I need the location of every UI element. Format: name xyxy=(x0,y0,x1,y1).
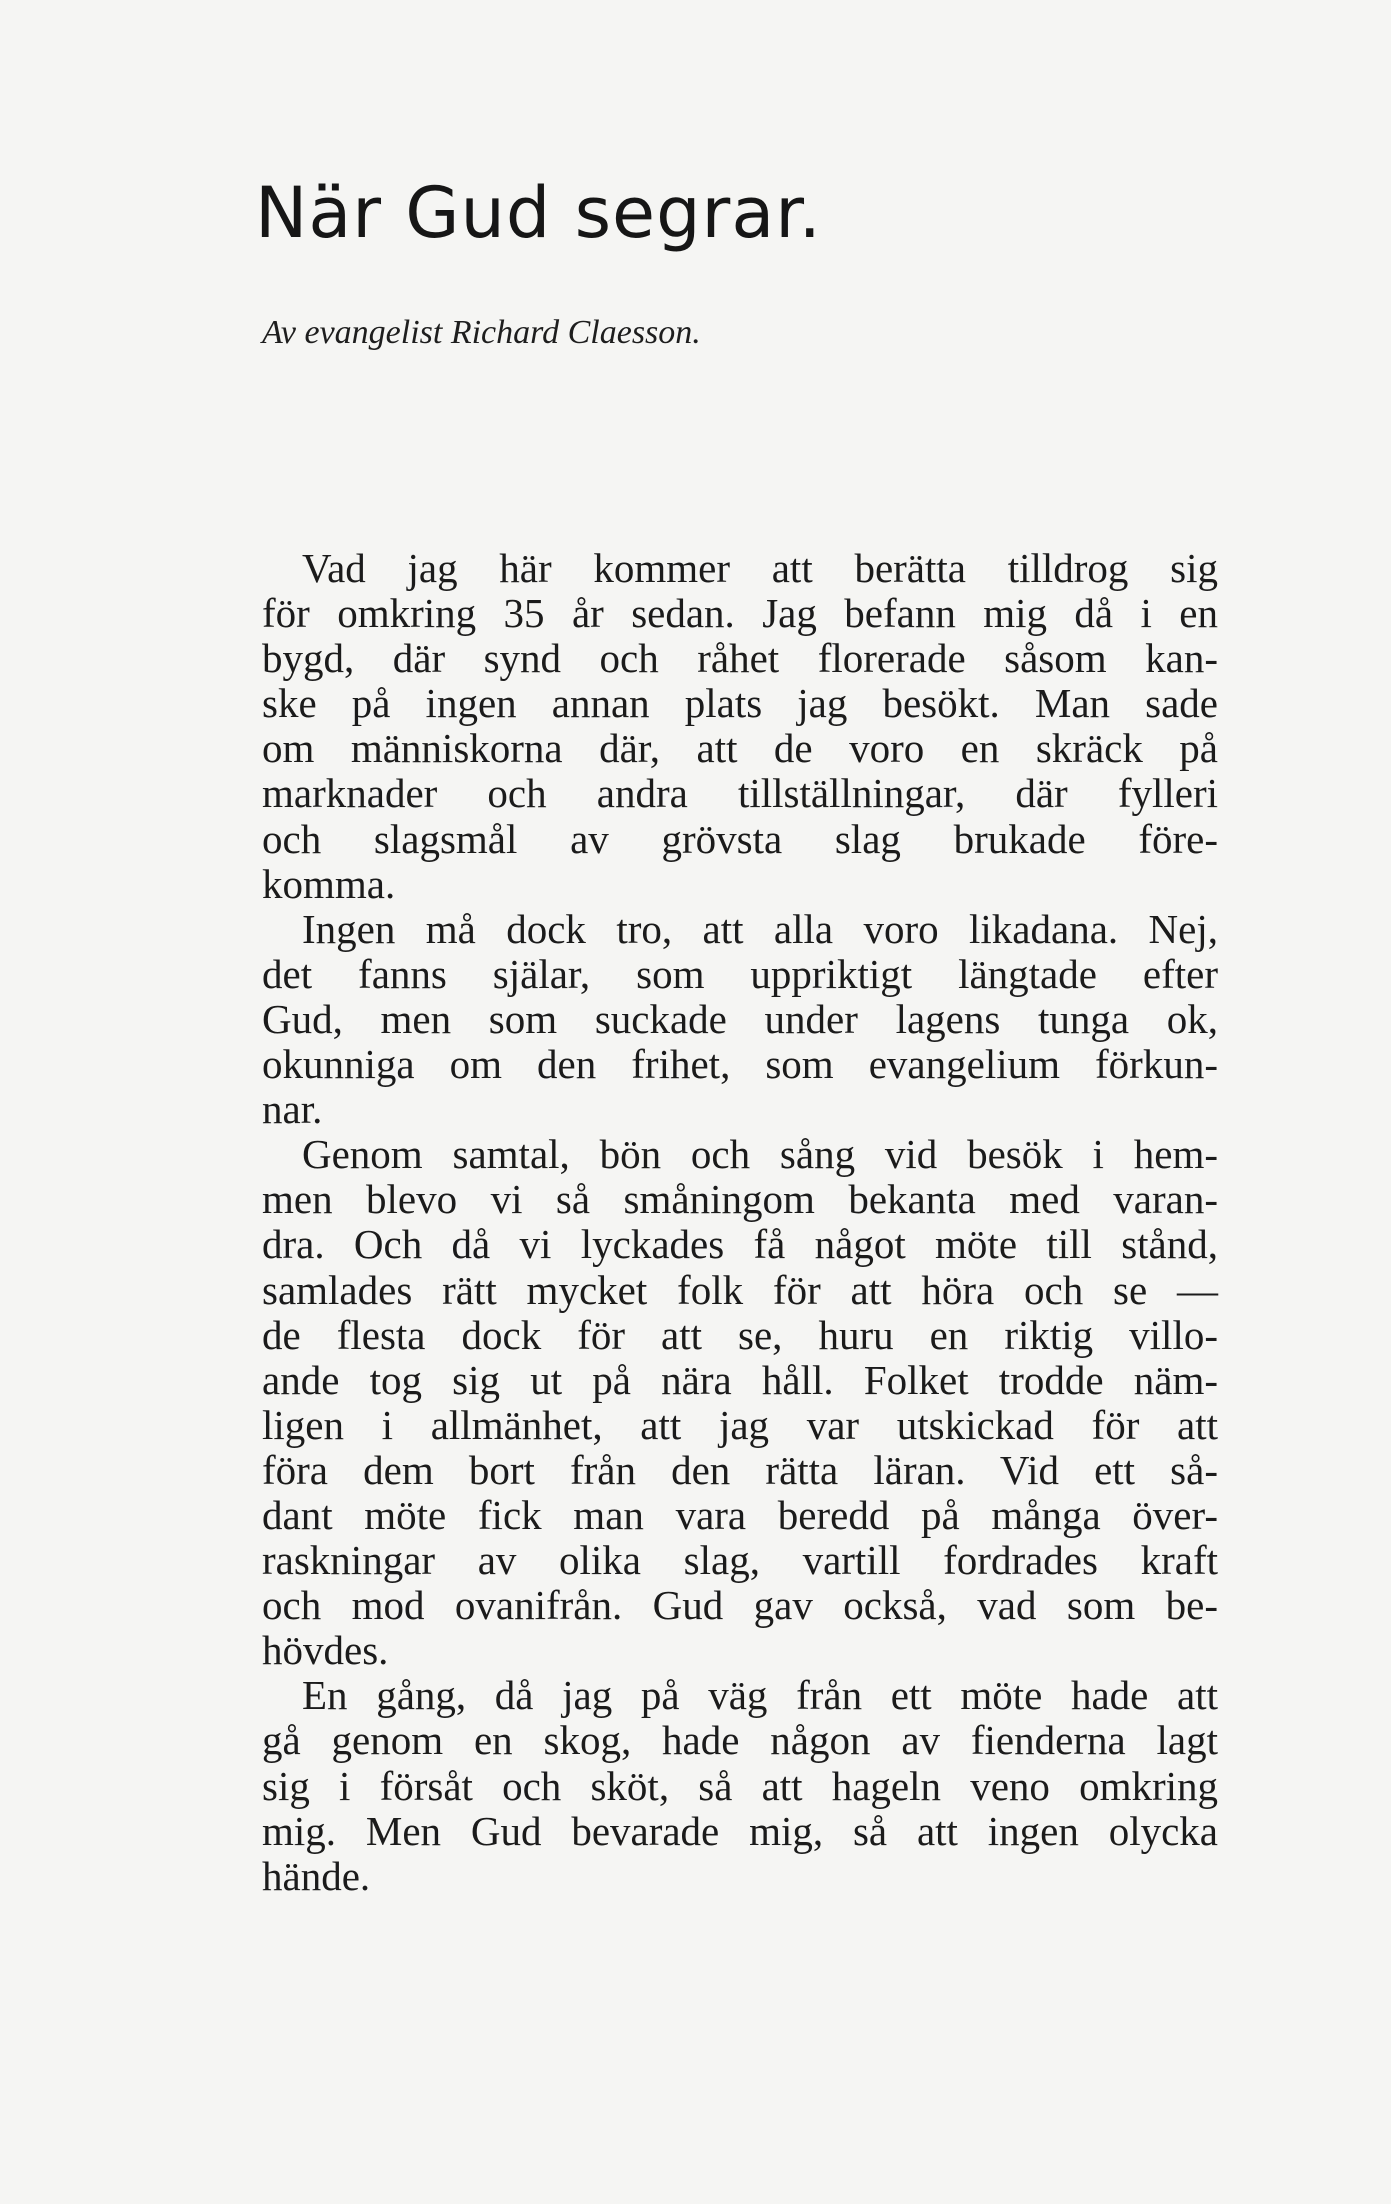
text-line: marknader och andra tillställningar, där fylleri xyxy=(262,770,1218,817)
text-line: gå genom en skog, hade någon av fienderna lagt xyxy=(262,1717,1218,1764)
text-line: Ingen må dock tro, att alla voro likadana. Nej, xyxy=(302,905,1218,952)
text-line: komma. xyxy=(262,860,396,907)
text-line: mig. Men Gud bevarade mig, så att ingen olycka xyxy=(262,1807,1218,1854)
text-line: ligen i allmänhet, att jag var utskickad för att xyxy=(262,1401,1218,1448)
text-line: samlades rätt mycket folk för att höra och se — xyxy=(262,1266,1218,1313)
text-line: om människorna där, att de voro en skräck på xyxy=(262,725,1218,772)
text-line: nar. xyxy=(262,1086,323,1133)
text-line: ske på ingen annan plats jag besökt. Man sade xyxy=(262,680,1218,727)
article-body xyxy=(262,546,1218,1899)
text-line: och slagsmål av grövsta slag brukade före- xyxy=(262,815,1218,862)
text-line: dant möte fick man vara beredd på många över- xyxy=(262,1491,1218,1538)
text-line: raskningar av olika slag, vartill fordrades kraft xyxy=(262,1537,1218,1584)
article-title: När Gud segrar. xyxy=(255,172,822,254)
text-line: Genom samtal, bön och sång vid besök i hem- xyxy=(302,1131,1218,1178)
text-line: En gång, då jag på väg från ett möte hade att xyxy=(302,1672,1218,1719)
text-line: dra. Och då vi lyckades få något möte till stånd, xyxy=(262,1221,1218,1268)
text-line: för omkring 35 år sedan. Jag befann mig då i en xyxy=(262,590,1218,637)
text-line: och mod ovanifrån. Gud gav också, vad som be- xyxy=(262,1582,1218,1629)
text-line: okunniga om den frihet, som evangelium förkun- xyxy=(262,1041,1218,1088)
text-line: Gud, men som suckade under lagens tunga ok, xyxy=(262,995,1218,1042)
text-line: men blevo vi så småningom bekanta med varan- xyxy=(262,1176,1218,1223)
text-line: ande tog sig ut på nära håll. Folket trodde näm- xyxy=(262,1356,1218,1403)
text-line: hände. xyxy=(262,1852,371,1899)
text-line: hövdes. xyxy=(262,1627,389,1674)
text-line: det fanns själar, som uppriktigt längtade efter xyxy=(262,950,1218,997)
text-line: bygd, där synd och råhet florerade såsom kan- xyxy=(262,635,1218,682)
text-line: de flesta dock för att se, huru en riktig villo- xyxy=(262,1311,1218,1358)
text-line: föra dem bort från den rätta läran. Vid ett så- xyxy=(262,1446,1218,1493)
text-line: Vad jag här kommer att berätta tilldrog sig xyxy=(302,545,1218,591)
author-byline: Av evangelist Richard Claesson. xyxy=(262,314,701,351)
text-line: sig i försåt och sköt, så att hageln veno omkring xyxy=(262,1762,1218,1809)
